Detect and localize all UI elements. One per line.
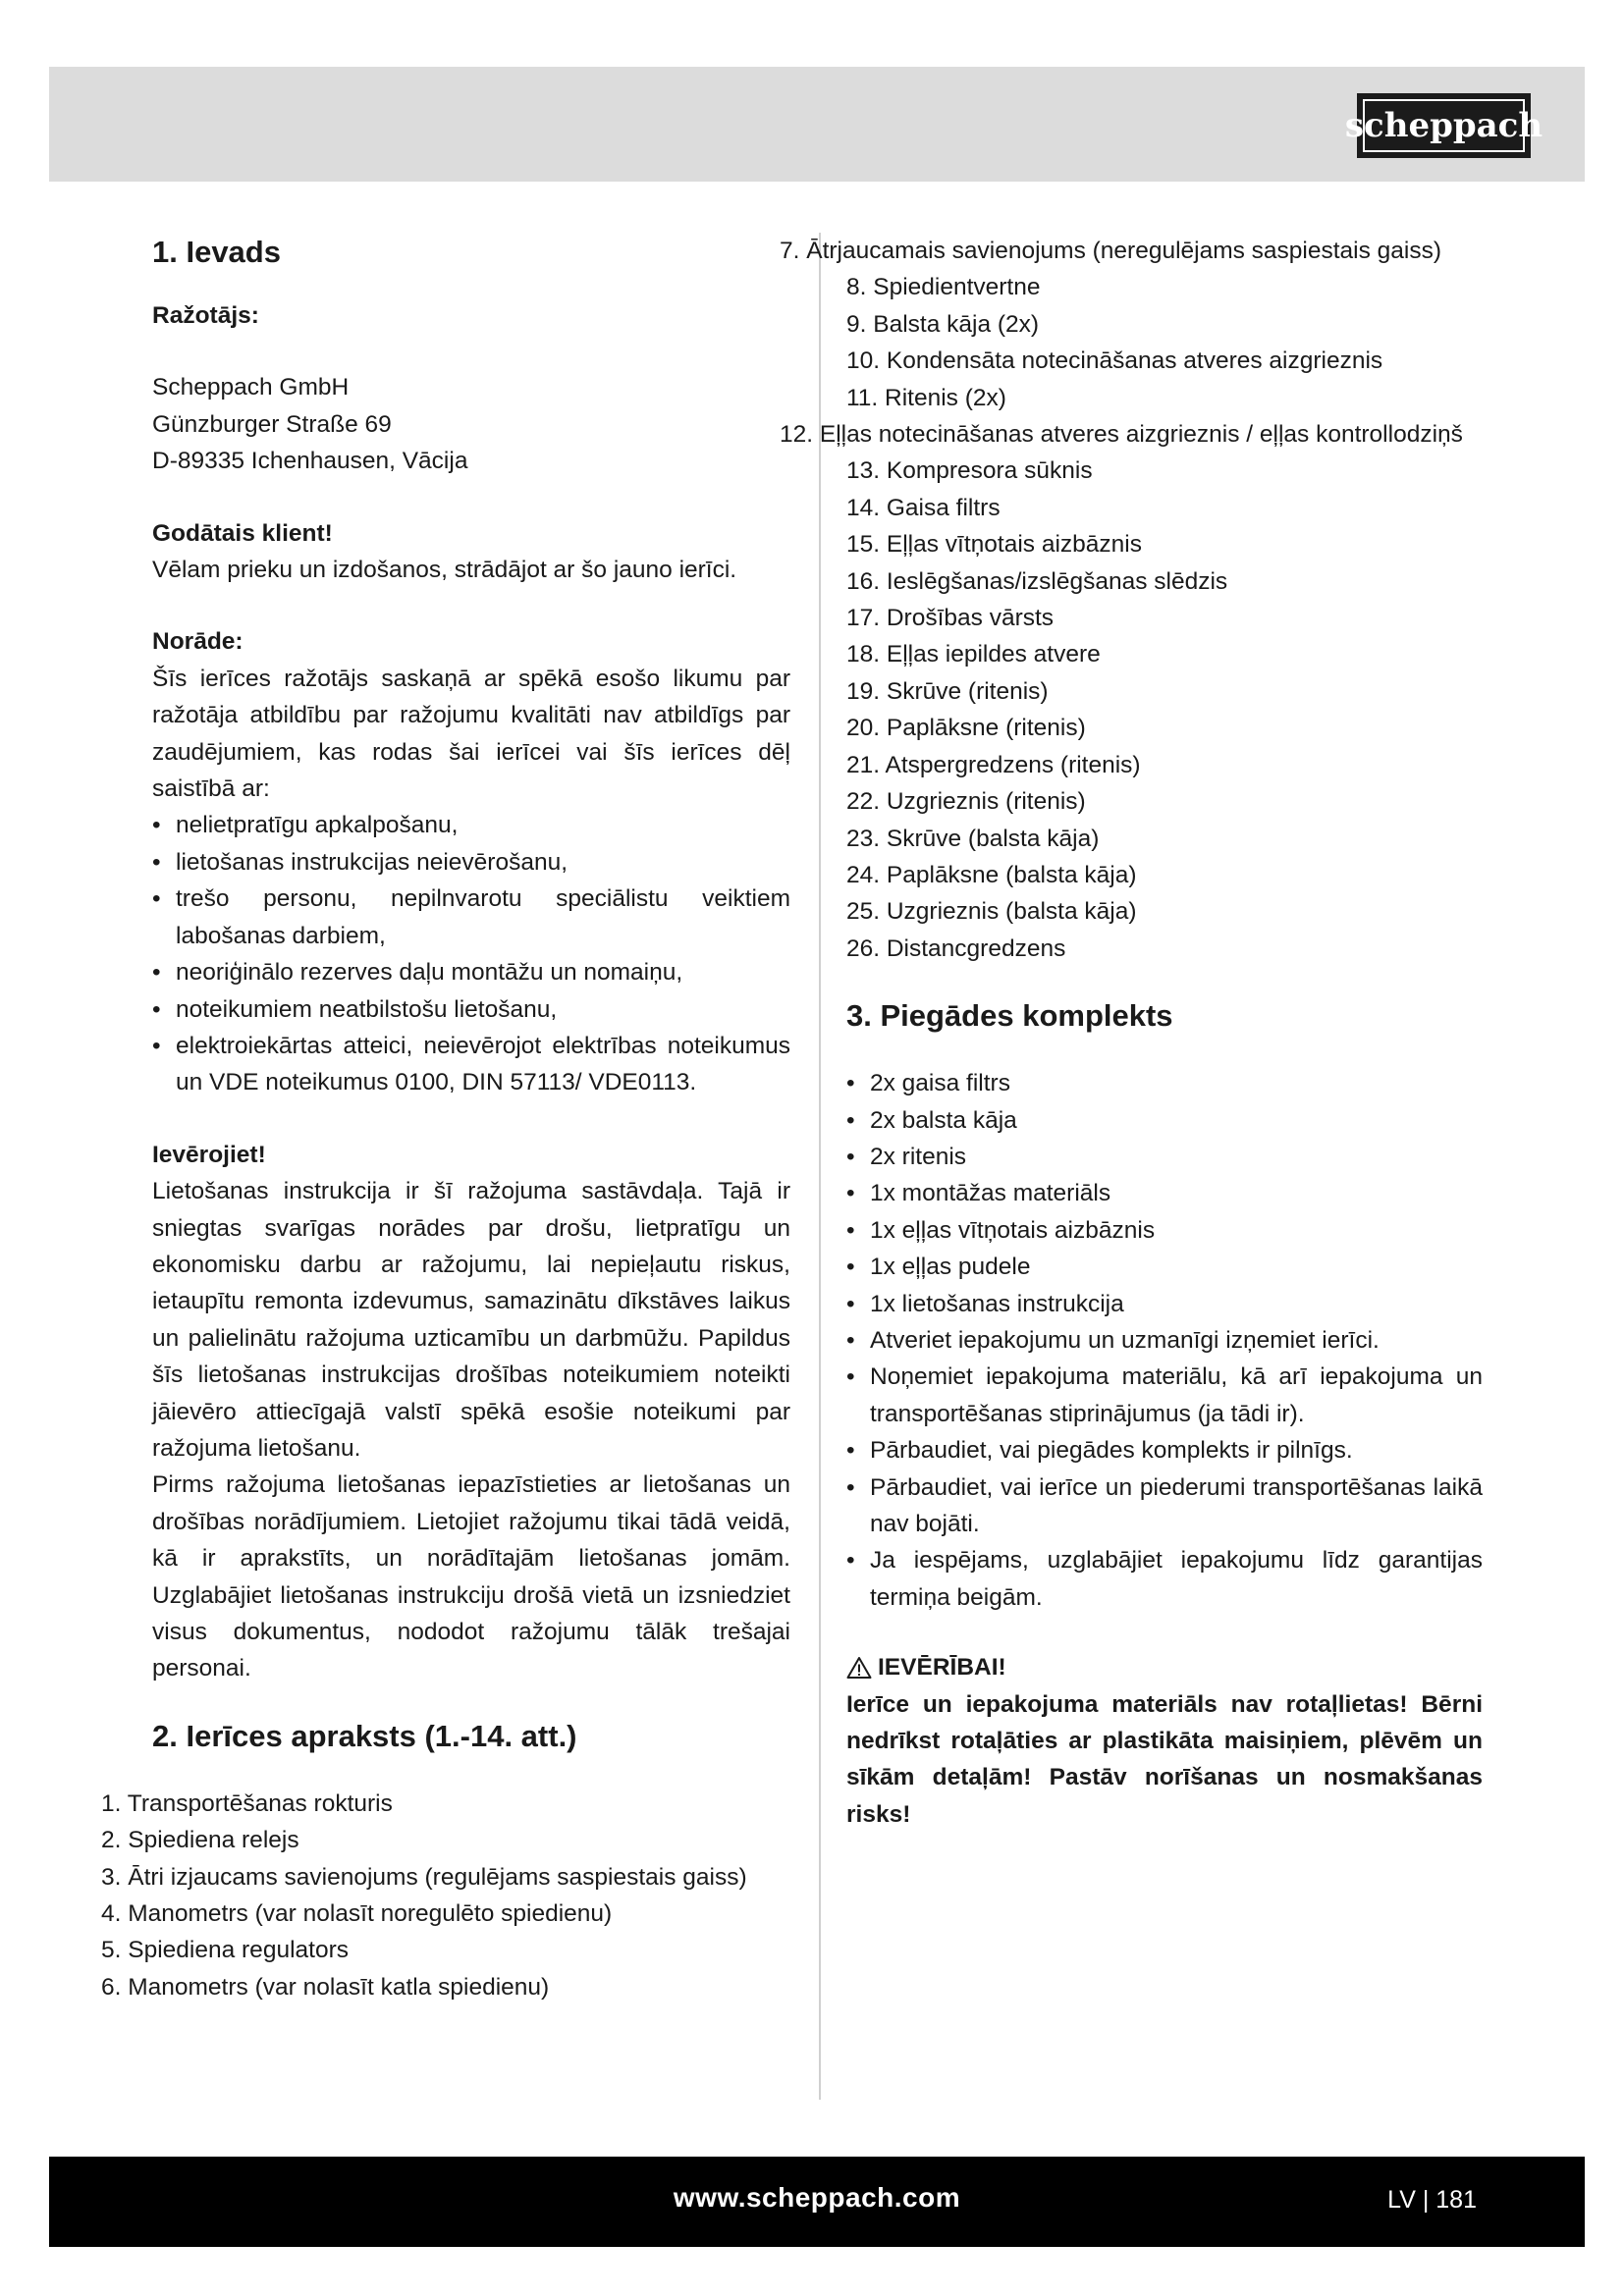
observe-text: Pirms ražojuma lietošanas iepazīstieties ar lietošanas un drošības norādījumiem. Lietojiet ražojumu tikai tādā veidā, kā ir aprakstīts, un norādītajām lietošanas jomām. Uzglabājiet lietošanas instrukciju drošā vietā un izsniedziet visus dokumentus, nododot ražojumu tālāk trešajai personai. bbox=[152, 1471, 790, 1682]
list-item: • noteikumiem neatbilstošu lietošanu, bbox=[152, 991, 790, 1028]
parts-list-right bbox=[780, 233, 1483, 967]
list-item: 18. Eļļas iepildes atvere bbox=[846, 641, 1101, 668]
list-item: 17. Drošības vārsts bbox=[846, 605, 1055, 632]
list-item: 20. Paplāksne (ritenis) bbox=[846, 715, 1086, 742]
observe-label: Ievērojiet! bbox=[152, 1141, 266, 1168]
list-item: 23. Skrūve (balsta kāja) bbox=[846, 825, 1100, 852]
list-item: 7. Ātrjaucamais savienojums (neregulējams saspiestais gaiss) bbox=[780, 238, 1442, 264]
left-column bbox=[101, 233, 790, 2005]
list-item: • 1x lietošanas instrukcija bbox=[846, 1286, 1483, 1322]
address-line: Scheppach GmbH bbox=[152, 374, 350, 401]
list-item: 11. Ritenis (2x) bbox=[846, 384, 1006, 411]
list-item: 24. Paplāksne (balsta kāja) bbox=[846, 861, 1137, 888]
note-bullet-list bbox=[152, 807, 790, 1100]
note-label: Norāde: bbox=[152, 628, 244, 656]
list-item: • nelietpratīgu apkalpošanu, bbox=[152, 807, 790, 843]
header-band bbox=[49, 67, 1585, 182]
footer-band bbox=[49, 2157, 1585, 2247]
list-item: 25. Uzgrieznis (balsta kāja) bbox=[846, 898, 1137, 926]
delivery-list bbox=[846, 1065, 1483, 1616]
address-line: D-89335 Ichenhausen, Vācija bbox=[152, 448, 468, 475]
section-3-title: 3. Piegādes komplekts bbox=[846, 998, 1173, 1034]
scheppach-logo bbox=[1344, 93, 1543, 158]
list-item: • 1x montāžas materiāls bbox=[846, 1175, 1483, 1211]
list-item: • 2x gaisa filtrs bbox=[846, 1065, 1483, 1101]
list-item: • Atveriet iepakojumu un uzmanīgi izņemiet ierīci. bbox=[846, 1322, 1483, 1359]
list-item: • Ja iespējams, uzglabājiet iepakojumu līdz garantijas termiņa beigām. bbox=[846, 1542, 1483, 1616]
footer-url[interactable]: www.scheppach.com bbox=[673, 2182, 961, 2213]
warning-triangle-icon bbox=[846, 1656, 872, 1680]
section-1-title: 1. Ievads bbox=[152, 235, 281, 269]
list-item: • 2x balsta kāja bbox=[846, 1102, 1483, 1139]
section-2-title: 2. Ierīces apraksts (1.-14. att.) bbox=[152, 1718, 577, 1753]
manufacturer-label: Ražotājs: bbox=[152, 302, 259, 329]
column-divider bbox=[819, 233, 821, 2100]
address-line: Günzburger Straße 69 bbox=[152, 410, 392, 438]
right-column bbox=[780, 233, 1483, 1833]
greeting-label: Godātais klient! bbox=[152, 519, 333, 547]
list-item: 10. Kondensāta notecināšanas atveres aizgrieznis bbox=[846, 347, 1383, 375]
logo-text: scheppach bbox=[1344, 106, 1543, 145]
list-item: 21. Atspergredzens (ritenis) bbox=[846, 751, 1141, 778]
note-text: Šīs ierīces ražotājs saskaņā ar spēkā esošo likumu par ražotāja atbildību par ražojumu kvalitāti nav atbildīgs par zaudējumiem, kas rodas šai ierīcei vai šīs ierīces dēļ saistībā ar: bbox=[152, 665, 790, 803]
list-item: 1. Transportēšanas rokturis bbox=[101, 1789, 393, 1817]
warning-text: Ierīce un iepakojuma materiāls nav rotaļlietas! Bērni nedrīkst rotaļāties ar plastikāta maisiņiem, plēvēm un sīkām detaļām! Pastāv norīšanas un nosmakšanas risks! bbox=[846, 1690, 1483, 1828]
list-item: • trešo personu, nepilnvarotu speciālistu veiktiem labošanas darbiem, bbox=[152, 881, 790, 954]
list-item: • 1x eļļas vītņotais aizbāznis bbox=[846, 1212, 1483, 1249]
list-item: 16. Ieslēgšanas/izslēgšanas slēdzis bbox=[846, 567, 1228, 595]
list-item: • Pārbaudiet, vai ierīce un piederumi transportēšanas laikā nav bojāti. bbox=[846, 1469, 1483, 1543]
warning-title: IEVĒRĪBAI! bbox=[878, 1654, 1006, 1682]
list-item: 8. Spiedientvertne bbox=[846, 274, 1041, 301]
list-item: 26. Distancgredzens bbox=[846, 934, 1066, 962]
list-item: 19. Skrūve (ritenis) bbox=[846, 677, 1049, 705]
list-item: • 1x eļļas pudele bbox=[846, 1249, 1483, 1285]
list-item: 22. Uzgrieznis (ritenis) bbox=[846, 788, 1086, 816]
list-item: • Pārbaudiet, vai piegādes komplekts ir pilnīgs. bbox=[846, 1432, 1483, 1468]
list-item: • neoriģinālo rezerves daļu montāžu un nomaiņu, bbox=[152, 954, 790, 990]
list-item: 5. Spiediena regulators bbox=[101, 1937, 349, 1964]
list-item: 12. Eļļas notecināšanas atveres aizgrieznis / eļļas kontrollodziņš bbox=[780, 421, 1463, 449]
list-item: 3. Ātri izjaucams savienojums (regulējams saspiestais gaiss) bbox=[101, 1863, 747, 1891]
page-number: LV | 181 bbox=[1387, 2186, 1477, 2214]
list-item: 9. Balsta kāja (2x) bbox=[846, 310, 1040, 338]
list-item: 13. Kompresora sūknis bbox=[846, 457, 1093, 485]
list-item: 14. Gaisa filtrs bbox=[846, 494, 1001, 521]
parts-list-left bbox=[101, 1786, 790, 2005]
list-item: • Noņemiet iepakojuma materiālu, kā arī iepakojuma un transportēšanas stiprinājumus (ja tādi ir). bbox=[846, 1359, 1483, 1432]
observe-text: Lietošanas instrukcija ir šī ražojuma sastāvdaļa. Tajā ir sniegtas svarīgas norādes par drošu, lietpratīgu un ekonomisku darbu ar ražojumu, lai nepieļautu riskus, ietaupītu remonta izdevumus, samazinātu dīkstāves laikus un palielinātu ražojuma uzticamību un darbmūžu. Papildus šīs lietošanas instrukcijas drošības noteikumiem noteikti jāievēro attiecīgajā valstī spēkā esošie noteikumi par ražojuma lietošanu. bbox=[152, 1178, 790, 1462]
list-item: 4. Manometrs (var nolasīt noregulēto spiedienu) bbox=[101, 1900, 613, 1928]
list-item: 6. Manometrs (var nolasīt katla spiedienu) bbox=[101, 1973, 550, 2001]
list-item: 15. Eļļas vītņotais aizbāznis bbox=[846, 531, 1142, 559]
list-item: • 2x ritenis bbox=[846, 1139, 1483, 1175]
list-item: • lietošanas instrukcijas neievērošanu, bbox=[152, 844, 790, 881]
greeting-text: Vēlam prieku un izdošanos, strādājot ar šo jauno ierīci. bbox=[152, 557, 737, 584]
list-item: 2. Spiediena relejs bbox=[101, 1827, 299, 1854]
list-item: • elektroiekārtas atteici, neievērojot elektrības noteikumus un VDE noteikumus 0100, DIN 57113/ VDE0113. bbox=[152, 1028, 790, 1101]
warning-heading bbox=[846, 1649, 1483, 1685]
